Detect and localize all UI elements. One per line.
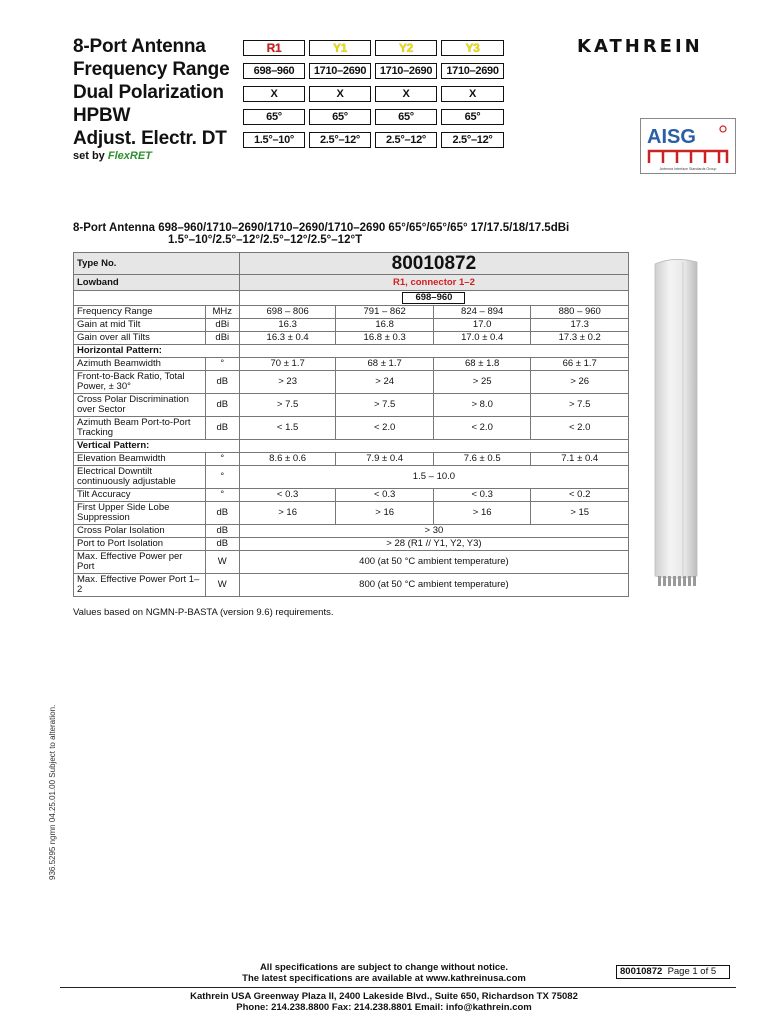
row-unit: dB xyxy=(205,394,239,417)
row-value: > 24 xyxy=(336,371,434,394)
row-value: 824 – 894 xyxy=(433,306,531,319)
row-unit: ° xyxy=(205,453,239,466)
row-unit: ° xyxy=(205,466,239,489)
header-value-box: X xyxy=(375,86,437,102)
row-value: < 0.2 xyxy=(531,489,629,502)
band-range-box: 698–960 xyxy=(402,292,465,304)
band-tag: Y3 xyxy=(441,40,504,56)
row-label: Azimuth Beamwidth xyxy=(74,358,206,371)
row-value: 16.8 ± 0.3 xyxy=(336,332,434,345)
row-value: 698 – 806 xyxy=(239,306,336,319)
table-row xyxy=(74,453,629,466)
row-value: 880 – 960 xyxy=(531,306,629,319)
row-value: < 0.3 xyxy=(239,489,336,502)
row-value: > 7.5 xyxy=(531,394,629,417)
header-value-box: 65° xyxy=(375,109,437,125)
antenna-image xyxy=(653,256,699,586)
row-unit: dB xyxy=(205,502,239,525)
row-value: > 16 xyxy=(433,502,531,525)
row-value: < 0.3 xyxy=(336,489,434,502)
table-row xyxy=(74,489,629,502)
band-tag: Y1 xyxy=(309,40,371,56)
header-value-box: 65° xyxy=(243,109,305,125)
table-section-row xyxy=(74,440,629,453)
row-value: 70 ± 1.7 xyxy=(239,358,336,371)
row-value: 17.0 xyxy=(433,319,531,332)
row-value: > 15 xyxy=(531,502,629,525)
header-value-box: 1710–2690 xyxy=(309,63,371,79)
band-note: R1, connector 1–2 xyxy=(239,275,628,291)
row-value: 16.3 ± 0.4 xyxy=(239,332,336,345)
row-label: Gain at mid Tilt xyxy=(74,319,206,332)
footer-divider xyxy=(60,987,736,988)
header-value-box: 2.5°–12° xyxy=(375,132,437,148)
row-value: 68 ± 1.7 xyxy=(336,358,434,371)
row-unit: MHz xyxy=(205,306,239,319)
table-row xyxy=(74,394,629,417)
row-value: < 2.0 xyxy=(531,417,629,440)
footer-notice-line1: All specifications are subject to change without notice. xyxy=(259,962,509,973)
row-unit: ° xyxy=(205,489,239,502)
aisg-subtext: Antenna Interface Standards Group xyxy=(659,167,717,171)
row-value: 66 ± 1.7 xyxy=(531,358,629,371)
row-value: 17.0 ± 0.4 xyxy=(433,332,531,345)
row-unit: W xyxy=(205,574,239,597)
row-value: > 25 xyxy=(433,371,531,394)
header-value-box: 1.5°–10° xyxy=(243,132,305,148)
row-label: Azimuth Beam Port-to-Port Tracking xyxy=(74,417,206,440)
row-value: < 1.5 xyxy=(239,417,336,440)
header-value-box: 65° xyxy=(441,109,504,125)
band-tag: Y2 xyxy=(375,40,437,56)
band-tag: R1 xyxy=(243,40,305,56)
row-value: > 28 (R1 // Y1, Y2, Y3) xyxy=(239,538,628,551)
table-row xyxy=(74,417,629,440)
row-value: 791 – 862 xyxy=(336,306,434,319)
row-value: 16.8 xyxy=(336,319,434,332)
header-label: 8-Port Antenna xyxy=(73,36,206,57)
product-title: 8-Port Antenna 698–960/1710–2690/1710–2690/1710–2690 65°/65°/65°/65° 17/17.5/18/17.5dBi xyxy=(73,222,570,234)
row-value: 400 (at 50 °C ambient temperature) xyxy=(239,551,628,574)
header-value-box: 65° xyxy=(309,109,371,125)
row-unit: dB xyxy=(205,525,239,538)
row-label: Cross Polar Discrimination over Sector xyxy=(74,394,206,417)
row-value: 800 (at 50 °C ambient temperature) xyxy=(239,574,628,597)
row-unit: dBi xyxy=(205,319,239,332)
table-row xyxy=(74,574,629,597)
header-value-box: X xyxy=(309,86,371,102)
row-unit: dB xyxy=(205,538,239,551)
set-by-label: set by xyxy=(73,150,105,162)
row-value: 68 ± 1.8 xyxy=(433,358,531,371)
row-unit: dB xyxy=(205,371,239,394)
table-section-row xyxy=(74,345,629,358)
row-value: > 30 xyxy=(239,525,628,538)
page-number: Page 1 of 5 xyxy=(667,966,717,977)
header-value-box: X xyxy=(243,86,305,102)
side-reference: 936.5295 ngmn 04.25.01.00 Subject to alteration. xyxy=(48,704,57,880)
row-value: < 0.3 xyxy=(433,489,531,502)
table-row xyxy=(74,319,629,332)
header-value-box: 2.5°–12° xyxy=(309,132,371,148)
spec-table xyxy=(73,252,629,597)
footer-address-block xyxy=(0,991,768,1013)
row-value: > 7.5 xyxy=(336,394,434,417)
row-label: Max. Effective Power per Port xyxy=(74,551,206,574)
row-value: > 16 xyxy=(239,502,336,525)
band-label: Lowband xyxy=(74,275,240,291)
footer-contact: Phone: 214.238.8800 Fax: 214.238.8801 Email: info@kathrein.com xyxy=(236,1002,532,1013)
table-row xyxy=(74,525,629,538)
section-label: Horizontal Pattern: xyxy=(74,345,240,358)
row-value: < 2.0 xyxy=(433,417,531,440)
row-value: 16.3 xyxy=(239,319,336,332)
row-value: > 23 xyxy=(239,371,336,394)
row-value: 7.9 ± 0.4 xyxy=(336,453,434,466)
table-row xyxy=(74,332,629,345)
table-row xyxy=(74,466,629,489)
header-value-box: 2.5°–12° xyxy=(441,132,504,148)
header-label: Dual Polarization xyxy=(73,82,224,103)
row-value: 1.5 – 10.0 xyxy=(239,466,628,489)
row-label: Port to Port Isolation xyxy=(74,538,206,551)
row-label: First Upper Side Lobe Suppression xyxy=(74,502,206,525)
kathrein-logo: KATHREIN xyxy=(577,36,703,57)
header-label: Adjust. Electr. DT xyxy=(73,128,227,149)
header-value-box: X xyxy=(441,86,504,102)
row-unit: dB xyxy=(205,417,239,440)
table-row xyxy=(74,538,629,551)
page-id: 80010872 xyxy=(620,966,663,977)
row-label: Elevation Beamwidth xyxy=(74,453,206,466)
row-label: Cross Polar Isolation xyxy=(74,525,206,538)
row-label: Front-to-Back Ratio, Total Power, ± 30° xyxy=(74,371,206,394)
footer-notice-line2: The latest specifications are available at www.kathreinusa.com xyxy=(242,973,526,984)
aisg-logo-text: AISG xyxy=(647,126,696,148)
row-value: > 7.5 xyxy=(239,394,336,417)
table-row xyxy=(74,371,629,394)
product-title-line2: 1.5°–10°/2.5°–12°/2.5°–12°/2.5°–12°T xyxy=(168,234,363,246)
footer-address: Kathrein USA Greenway Plaza II, 2400 Lakeside Blvd., Suite 650, Richardson TX 75082 xyxy=(190,991,578,1002)
header-value-box: 1710–2690 xyxy=(441,63,504,79)
row-value: > 8.0 xyxy=(433,394,531,417)
row-label: Electrical Downtilt continuously adjustable xyxy=(74,466,206,489)
type-no-value: 80010872 xyxy=(239,253,628,275)
set-by-line xyxy=(73,150,152,162)
row-label: Frequency Range xyxy=(74,306,206,319)
table-row xyxy=(74,306,629,319)
row-unit: dBi xyxy=(205,332,239,345)
header-value-box: 698–960 xyxy=(243,63,305,79)
table-row xyxy=(74,551,629,574)
row-unit: W xyxy=(205,551,239,574)
flexret-logo: FlexRET xyxy=(107,150,152,162)
row-value: 17.3 xyxy=(531,319,629,332)
table-row xyxy=(74,358,629,371)
header-value-box: 1710–2690 xyxy=(375,63,437,79)
header-label: Frequency Range xyxy=(73,59,230,80)
row-value: > 16 xyxy=(336,502,434,525)
table-row xyxy=(74,502,629,525)
row-label: Max. Effective Power Port 1–2 xyxy=(74,574,206,597)
row-value: 8.6 ± 0.6 xyxy=(239,453,336,466)
row-value: 17.3 ± 0.2 xyxy=(531,332,629,345)
type-no-label: Type No. xyxy=(74,253,240,275)
row-value: < 2.0 xyxy=(336,417,434,440)
row-label: Gain over all Tilts xyxy=(74,332,206,345)
page-box xyxy=(616,965,730,979)
row-value: 7.6 ± 0.5 xyxy=(433,453,531,466)
row-label: Tilt Accuracy xyxy=(74,489,206,502)
header-label: HPBW xyxy=(73,105,131,126)
footnote: Values based on NGMN-P-BASTA (version 9.6) requirements. xyxy=(73,607,334,618)
aisg-logo xyxy=(640,118,736,174)
row-value: 7.1 ± 0.4 xyxy=(531,453,629,466)
section-label: Vertical Pattern: xyxy=(74,440,240,453)
row-unit: ° xyxy=(205,358,239,371)
row-value: > 26 xyxy=(531,371,629,394)
